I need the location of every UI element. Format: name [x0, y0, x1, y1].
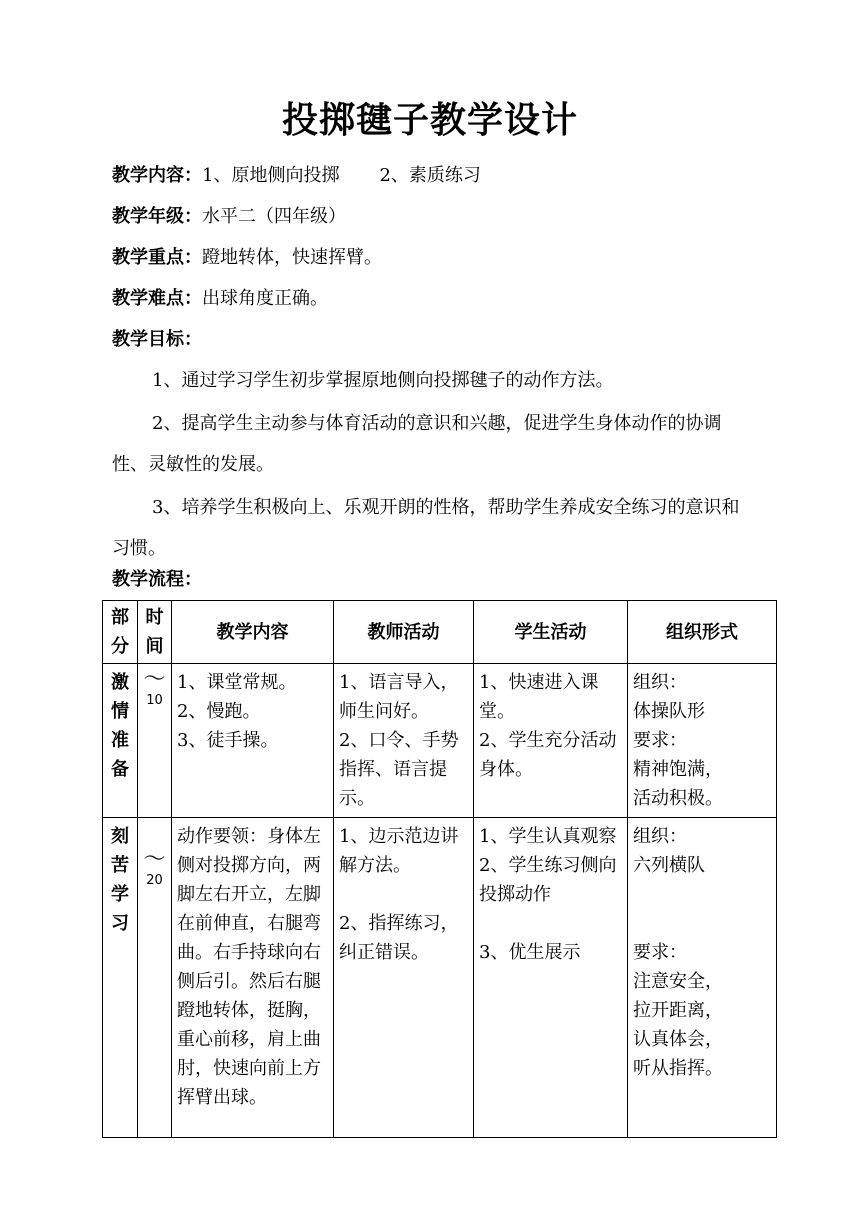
- objectives-heading: [112, 328, 202, 352]
- header-teacher: 教师活动: [334, 601, 474, 664]
- content-cell: [172, 664, 334, 818]
- content-cell: [172, 818, 334, 1138]
- time-minutes: 20: [146, 873, 163, 888]
- table-row: [103, 664, 777, 818]
- time-tilde: ～: [143, 667, 166, 692]
- student-line: 1、学生认真观察: [479, 826, 617, 847]
- teacher-cell: [334, 818, 474, 1138]
- organization-line: 组织：: [633, 672, 687, 693]
- objective-item-1: 1、通过学习学生初步掌握原地侧向投掷毽子的动作方法。: [152, 370, 614, 391]
- teaching-flow-table: [102, 600, 777, 1138]
- student-line: 2、学生练习侧向投掷动作: [479, 855, 617, 905]
- organization-line: 精神饱满，: [633, 759, 723, 780]
- flow-label: 教学流程：: [112, 569, 202, 590]
- document-title: 投掷毽子教学设计: [281, 100, 578, 141]
- teaching-grade-value: 水平二（四年级）: [202, 206, 346, 227]
- organization-line: 认真体会，: [633, 1029, 723, 1050]
- time-tilde: ～: [143, 847, 166, 872]
- section-practice: 刻苦学习: [103, 818, 138, 1138]
- teacher-line: 2、口令、手势指挥、语言提示。: [339, 730, 459, 809]
- objective-item-2: 2、提高学生主动参与体育活动的意识和兴趣，促进学生身体动作的协调性、灵敏性的发展。: [112, 413, 722, 475]
- student-cell: [474, 818, 628, 1138]
- organization-line: 拉开距离，: [633, 1000, 723, 1021]
- teaching-content-label: 教学内容：: [112, 165, 202, 186]
- teaching-grade-label: 教学年级：: [112, 206, 202, 227]
- table-row: [103, 818, 777, 1138]
- time-practice: [138, 818, 172, 1138]
- organization-line: 体操队形: [633, 701, 705, 722]
- teacher-line: 1、边示范边讲解方法。: [339, 826, 459, 876]
- difficulty-value: 出球角度正确。: [202, 288, 328, 309]
- time-minutes: 10: [146, 693, 163, 708]
- content-line: 3、徒手操。: [177, 730, 279, 751]
- objectives-label: 教学目标：: [112, 329, 202, 350]
- key-point-line: [112, 246, 382, 270]
- time-warmup: [138, 664, 172, 818]
- student-line: 2、学生充分活动身体。: [479, 730, 617, 780]
- difficulty-label: 教学难点：: [112, 288, 202, 309]
- objective-item-3: 3、培养学生积极向上、乐观开朗的性格，帮助学生养成安全练习的意识和习惯。: [112, 497, 740, 559]
- organization-line: 活动积极。: [633, 788, 723, 809]
- student-cell: [474, 664, 628, 818]
- organization-cell: [628, 818, 777, 1138]
- table-header-row: [103, 601, 777, 664]
- key-point-label: 教学重点：: [112, 247, 202, 268]
- organization-line: 听从指挥。: [633, 1058, 723, 1079]
- content-line: 动作要领：身体左侧对投掷方向，两脚左右开立，左脚在前伸直，右腿弯曲。右手持球向右侧后引。然后右腿蹬地转体，挺胸，重心前移，肩上曲肘，快速向前上方挥臂出球。: [177, 826, 321, 1108]
- header-student: 学生活动: [474, 601, 628, 664]
- organization-line: 要求：: [633, 730, 687, 751]
- content-line: 2、慢跑。: [177, 701, 261, 722]
- header-content: 教学内容: [172, 601, 334, 664]
- teaching-content-line: [112, 164, 481, 188]
- organization-line: 组织：: [633, 826, 687, 847]
- section-warmup: 激情准备: [103, 664, 138, 818]
- teaching-grade-line: [112, 205, 346, 229]
- header-part: 部分: [103, 601, 138, 664]
- key-point-value: 蹬地转体，快速挥臂。: [202, 247, 382, 268]
- teacher-cell: [334, 664, 474, 818]
- student-line: 1、快速进入课堂。: [479, 672, 599, 722]
- teacher-line: 1、语言导入，师生问好。: [339, 672, 459, 722]
- organization-line: 要求：: [633, 942, 687, 963]
- organization-line: 六列横队: [633, 855, 705, 876]
- teaching-content-value-2: 2、素质练习: [379, 165, 481, 186]
- content-line: 1、课堂常规。: [177, 672, 297, 693]
- flow-heading: [112, 568, 202, 592]
- difficulty-line: [112, 287, 328, 311]
- teaching-content-value-1: 1、原地侧向投掷: [202, 165, 340, 186]
- header-organization: 组织形式: [628, 601, 777, 664]
- organization-cell: [628, 664, 777, 818]
- teacher-line: 2、指挥练习，纠正错误。: [339, 913, 459, 963]
- organization-line: 注意安全，: [633, 971, 723, 992]
- student-line: 3、优生展示: [479, 942, 581, 963]
- header-time: 时间: [138, 601, 172, 664]
